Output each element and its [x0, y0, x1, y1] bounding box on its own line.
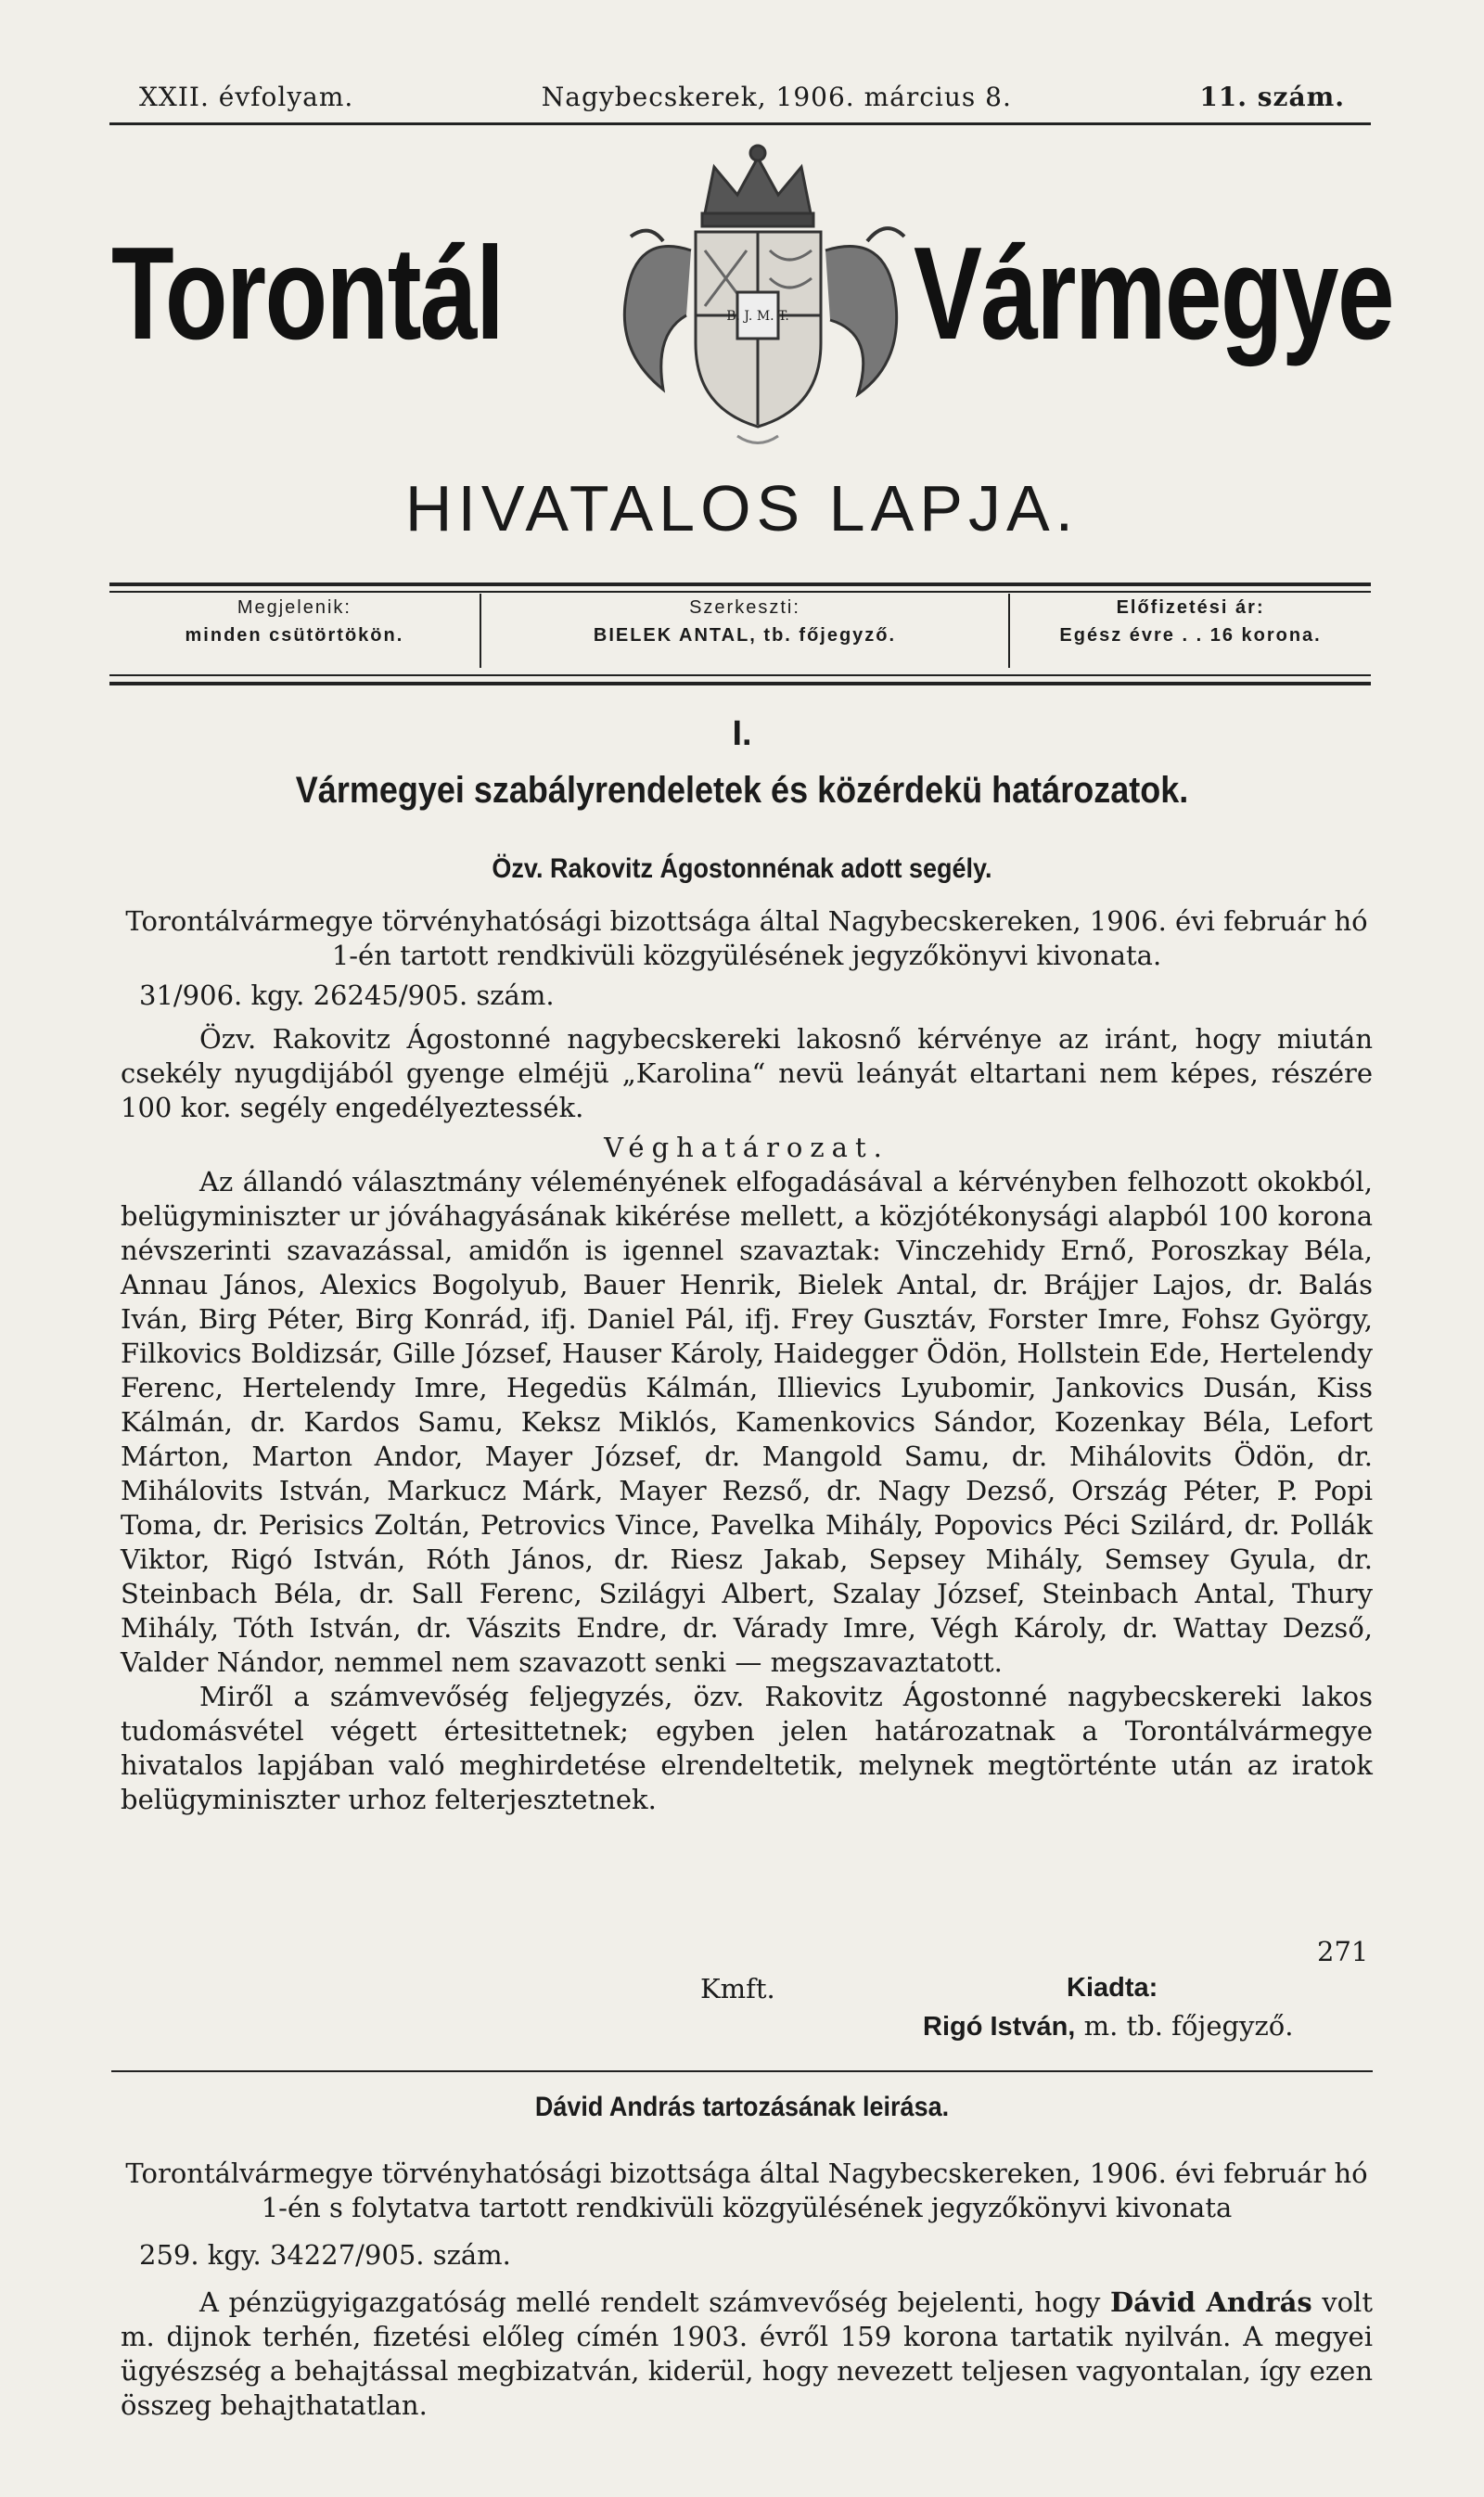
article2-body-a: A pénzügyigazgatóság mellé rendelt számvevőség bejelenti, hogy — [199, 2286, 1101, 2318]
crest-text: B. J. M. T. — [726, 309, 789, 324]
article2-body — [121, 2286, 1373, 2423]
article1-verdict: Véghatározat. — [604, 1132, 889, 1163]
article-divider — [111, 2070, 1373, 2072]
article1-ref: 31/906. kgy. 26245/905. szám. — [139, 980, 555, 1011]
masthead-title-left: Torontál — [111, 220, 504, 367]
section-title: Vármegyei szabályrendeletek és közérdekü határozatok. — [295, 770, 1189, 811]
editor-value: BIELEK ANTAL, tb. főjegyző. — [593, 625, 897, 646]
top-rule — [109, 122, 1371, 125]
info-price — [1010, 594, 1371, 668]
article2-body-b: volt m. dijnok terhén, fizetési előleg címén 1903. évről 159 korona tartatik nyilván. A megyei ügyészség a behajtással megbizatván, kiderül, hogy nevezett teljesen vagyontalan, így ezen összeg behajthatatlan. — [121, 2286, 1373, 2421]
issuer-title: m. tb. főjegyző. — [1083, 2010, 1294, 2042]
info-editor — [480, 594, 1010, 668]
issued-label: Kiadta: — [1067, 1973, 1158, 2003]
subtitle: HIVATALOS LAPJA. — [404, 472, 1080, 544]
volume-label: XXII. évfolyam. — [139, 82, 354, 112]
article1-body3: Miről a számvevőség feljegyzés, özv. Rakovitz Ágostonné nagybecskereki lakos tudomásvétel végett értesittetnek; egyben jelen határozatnak a Torontálvármegye hivatalos lapjában való meghirdetése elrendeltetik, melynek megtörténte után az iratok belügyminiszter urhoz felterjesztetnek. — [121, 1681, 1373, 1815]
issuer-name: Rigó István, — [923, 2012, 1076, 2042]
price-value: Egész évre . . 16 korona. — [1059, 625, 1322, 646]
masthead-rule-bottom-thin — [109, 674, 1371, 676]
appears-value: minden csütörtökön. — [185, 625, 404, 646]
article2-name: Dávid András — [1109, 2286, 1312, 2318]
info-box — [109, 594, 1371, 668]
masthead-rule-top-thin — [109, 591, 1371, 593]
section-number: I. — [732, 714, 752, 753]
coat-of-arms-icon — [598, 130, 918, 455]
masthead-rule-bottom — [109, 682, 1371, 685]
page-number: 271 — [1317, 1936, 1369, 1967]
article2-ref: 259. kgy. 34227/905. szám. — [139, 2239, 511, 2271]
masthead-title-right: Vármegye — [914, 220, 1394, 367]
kmft-label: Kmft. — [700, 1973, 775, 2004]
article2-title: Dávid András tartozásának leirása. — [534, 2092, 950, 2122]
article1-body1: Özv. Rakovitz Ágostonné nagybecskereki lakosnő kérvénye az iránt, hogy miután csekély nyugdijából gyenge elméjü „Karolina“ nevü leányát eltartani nem képes, részére 100 kor. segély engedélyeztessék. — [121, 1023, 1373, 1123]
issue-number: 11. szám. — [1199, 82, 1345, 112]
article2-intro: Torontálvármegye törvényhatósági bizottsága által Nagybecskereken, 1906. évi február hó 1-én s folytatva tartott rendkivüli közgyülésének jegyzőkönyvi kivonata — [125, 2158, 1368, 2223]
article2-text — [121, 2157, 1373, 2423]
appears-label: Megjelenik: — [237, 597, 352, 618]
dateline: Nagybecskerek, 1906. március 8. — [541, 82, 1012, 112]
issuer-signature — [923, 2010, 1293, 2042]
article1-intro: Torontálvármegye törvényhatósági bizottsága által Nagybecskereken, 1906. évi február hó 1-én tartott rendkivüli közgyülésének jegyzőkönyvi kivonata. — [125, 905, 1368, 971]
article1-title: Özv. Rakovitz Ágostonnénak adott segély. — [492, 853, 992, 884]
article1-body2: Az állandó választmány véleményének elfogadásával a kérvényben felhozott okokból, belügyminiszter ur jóváhagyásának kikérése mellett, a közjótékonysági alapból 100 korona névszerinti szavazással, amidőn is igennel szavaztak: Vinczehidy Ernő, Poroszkay Béla, Annau János, Alexics Bogolyub, Bauer Henrik, Bielek Antal, dr. Brájjer Lajos, dr. Balás Iván, Birg Péter, Birg Konrád, ifj. Daniel Pál, ifj. Frey Gusztáv, Forster Imre, Fohsz György, Filkovics Boldizsár, Gille József, Hauser Károly, Haidegger Ödön, Hollstein Ede, Hertelendy Ferenc, Hertelendy Imre, Hegedüs Kálmán, Illievics Lyubomir, Jankovics Dusán, Kiss Kálmán, dr. Kardos Samu, Keksz Miklós, Kamenkovics Sándor, Kozenkay Béla, Lefort Márton, Marton Andor, Mayer József, dr. Mangold Samu, dr. Mihálovits Ödön, dr. Mihálovits István, Markucz Márk, Mayer Rezső, dr. Nagy Dezső, Ország Péter, P. Popi Toma, dr. Perisics Zoltán, Petrovics Vince, Pavelka Mihály, Popovics Péci Szilárd, dr. Pollák Viktor, Rigó István, Róth János, dr. Riesz Jakab, Sepsey Mihály, Semsey Gyula, dr. Steinbach Béla, dr. Sall Ferenc, Szilágyi Albert, Szalay József, Steinbach Antal, Thury Mihály, Tóth István, dr. Vászits Endre, dr. Várady Imre, Végh Károly, dr. Wattay Dezső, Valder Nándor, nemmel nem szavazott senki — megszavaztatott. — [121, 1166, 1373, 1678]
masthead-rule-top — [109, 583, 1371, 586]
issue-line — [139, 82, 1345, 112]
editor-label: Szerkeszti: — [689, 597, 800, 618]
article1-text — [121, 904, 1373, 1817]
info-appearance — [109, 594, 480, 668]
price-label: Előfizetési ár: — [1116, 597, 1265, 618]
